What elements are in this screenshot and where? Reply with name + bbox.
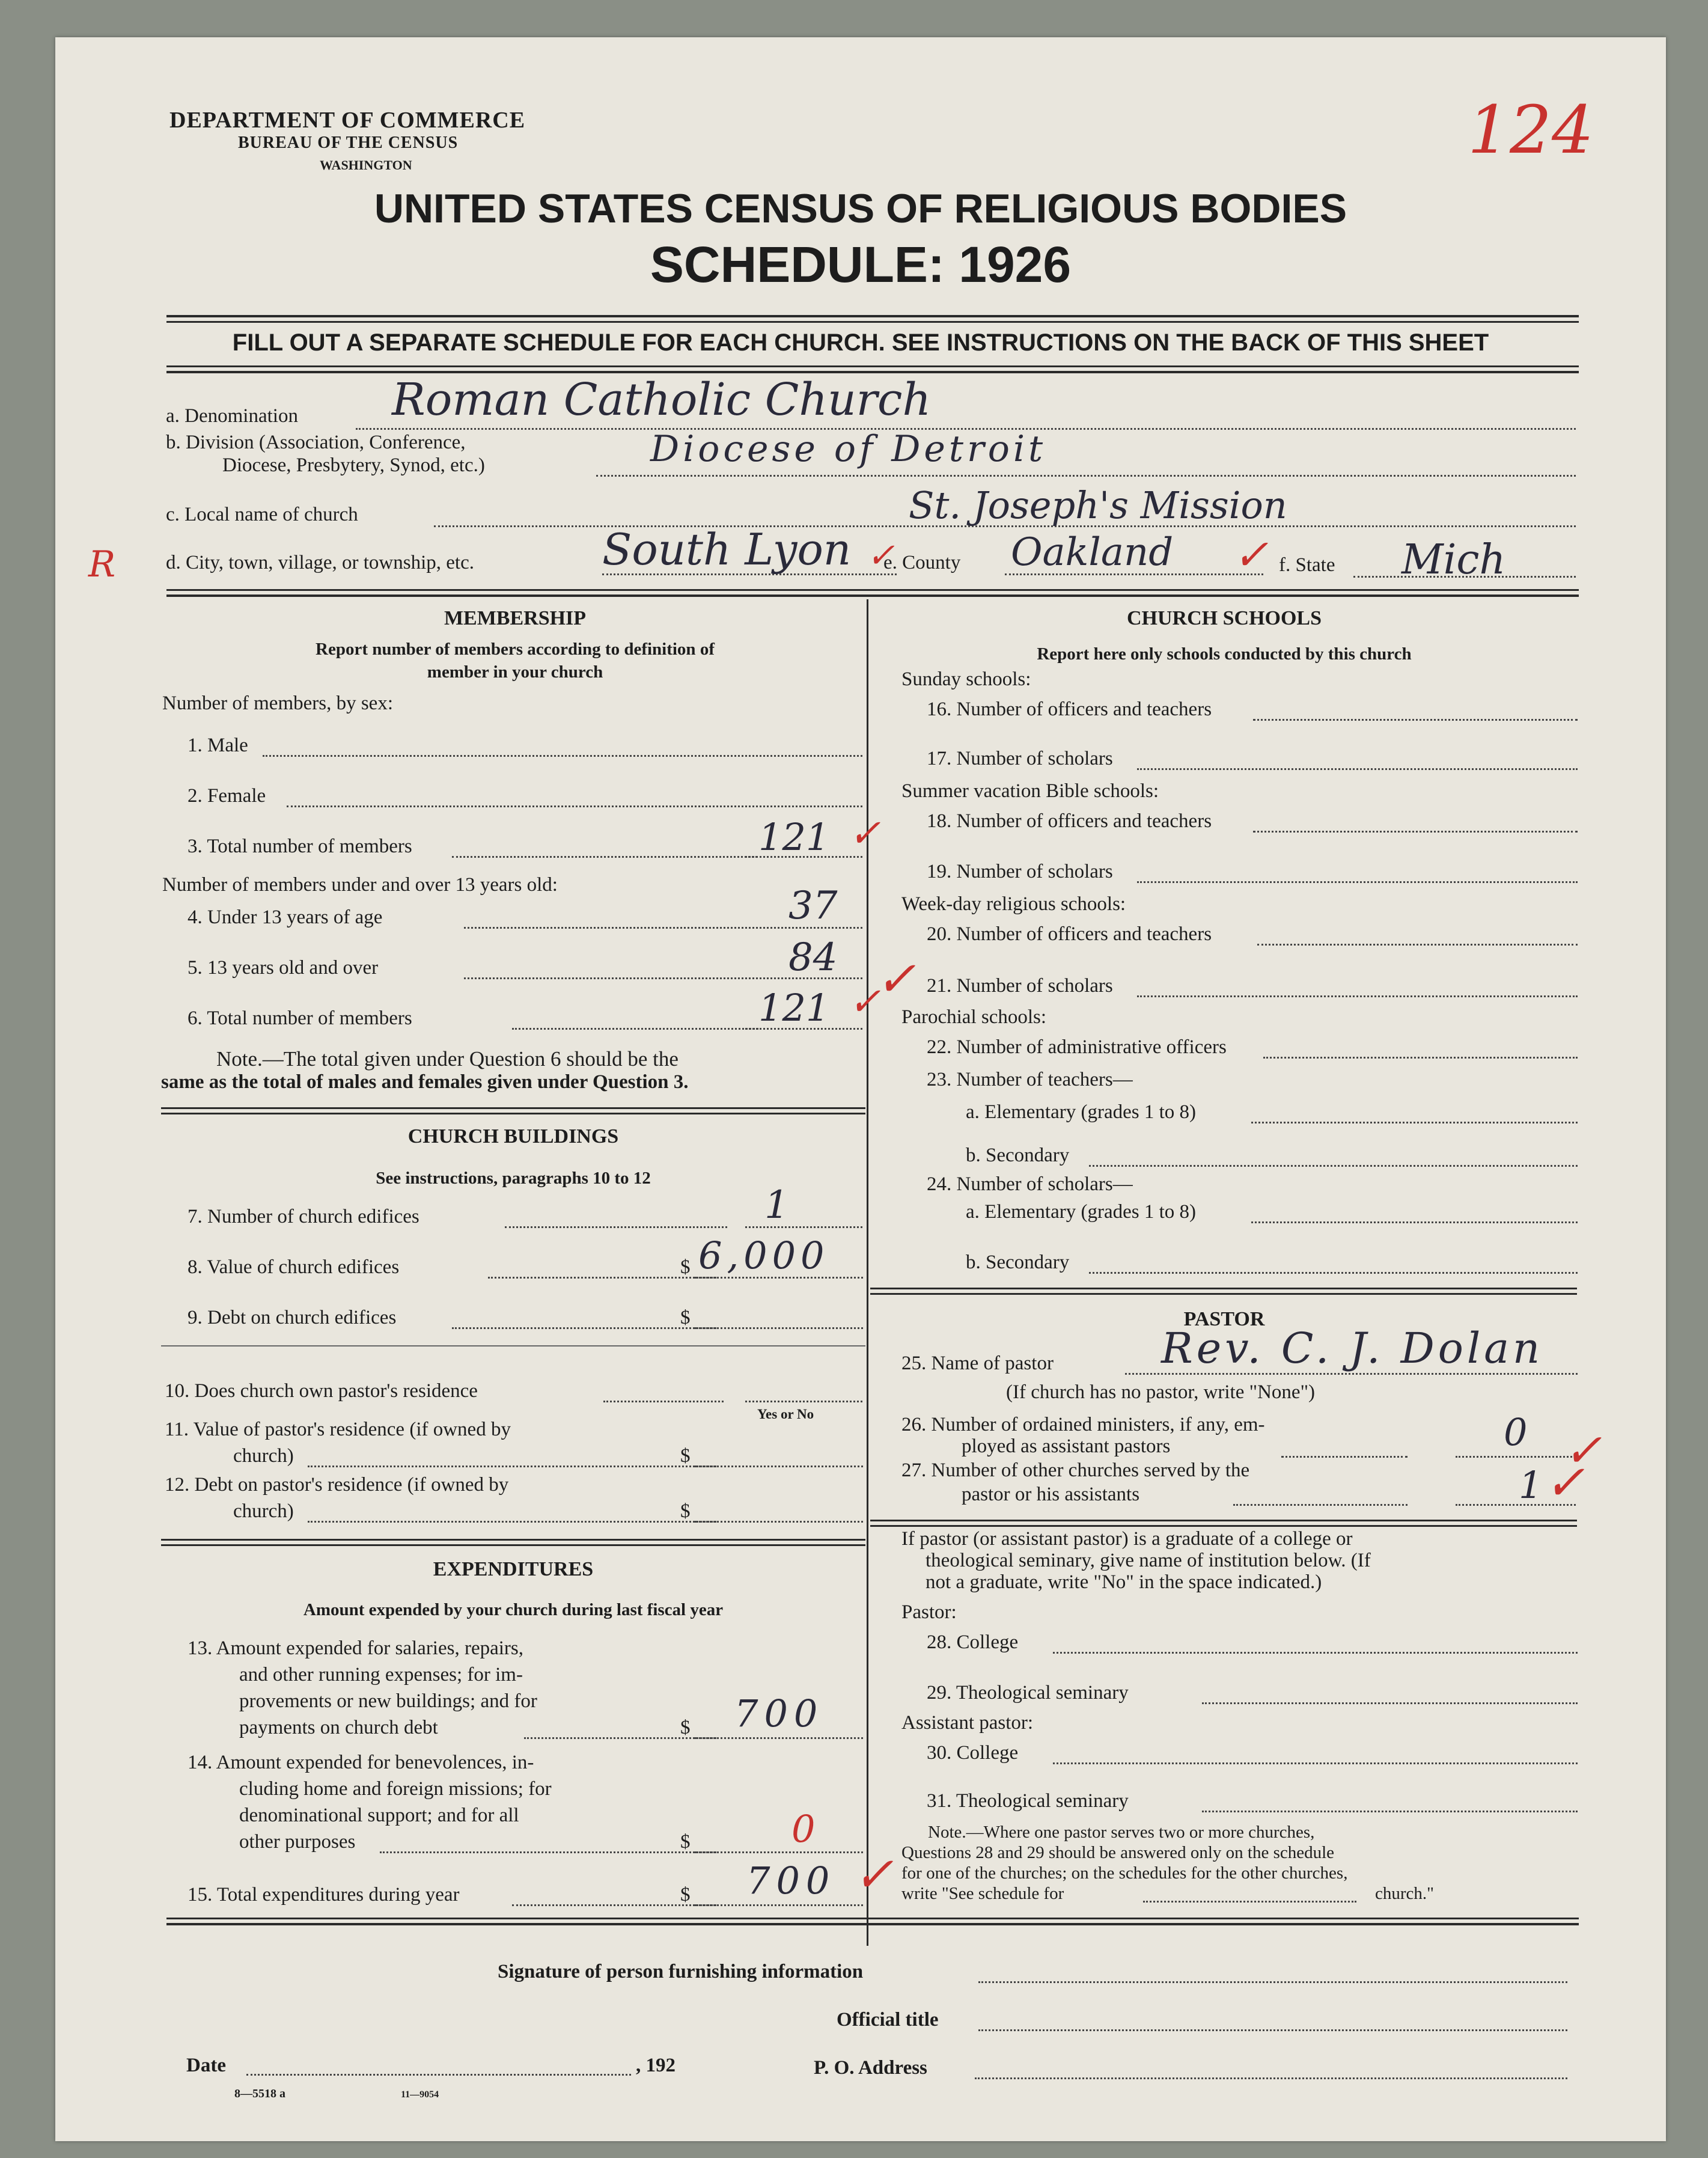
q30-line: [1053, 1762, 1578, 1764]
membership-heading: MEMBERSHIP: [444, 607, 587, 629]
q13-label-cont: provements or new buildings; and for: [239, 1690, 537, 1712]
q30-label: 30. College: [927, 1742, 1019, 1764]
pastor-note-cont: for one of the churches; on the schedules for the other churches,: [901, 1863, 1348, 1883]
q19-label: 19. Number of scholars: [927, 861, 1113, 882]
members-by-sex-label: Number of members, by sex:: [162, 692, 393, 714]
q20-line: [1257, 944, 1578, 946]
official-title-label: Official title: [837, 2009, 939, 2031]
expenditures-instruction: Amount expended by your church during last fiscal year: [303, 1600, 724, 1619]
q15-label: 15. Total expenditures during year: [188, 1884, 460, 1906]
q8-value: 6,000: [698, 1233, 829, 1277]
q17-line: [1137, 768, 1578, 770]
form-code: 8—5518 a: [234, 2087, 285, 2100]
date-label: Date: [186, 2055, 226, 2076]
q21-label: 21. Number of scholars: [927, 975, 1113, 997]
q15-answer-line: [695, 1904, 863, 1906]
q8-label: 8. Value of church edifices: [188, 1256, 400, 1278]
county-value: Oakland: [1011, 530, 1174, 575]
q6-label: 6. Total number of members: [188, 1007, 412, 1029]
schools-heading: CHURCH SCHOOLS: [1127, 607, 1322, 629]
bureau-city: WASHINGTON: [320, 157, 412, 173]
q4-value: 37: [788, 884, 838, 928]
dollar-sign: $: [680, 1831, 691, 1853]
parochial-schools-label: Parochial schools:: [901, 1006, 1047, 1028]
q10-answer-line: [745, 1401, 862, 1402]
rule: [870, 1525, 1577, 1527]
q13-answer-line: [695, 1737, 863, 1739]
q14-label: 14. Amount expended for benevolences, in-: [188, 1752, 534, 1773]
q27-value: 1: [1519, 1463, 1543, 1507]
q24a-line: [1251, 1221, 1578, 1223]
q27-label: 27. Number of other churches served by the: [901, 1460, 1250, 1481]
q23a-label: a. Elementary (grades 1 to 8): [966, 1101, 1197, 1123]
q1-leader: [263, 755, 761, 757]
rule: [166, 589, 1579, 591]
q22-line: [1263, 1057, 1578, 1059]
q2-label: 2. Female: [188, 785, 266, 807]
q5-leader: [464, 977, 761, 979]
division-label-cont: Diocese, Presbytery, Synod, etc.): [222, 454, 485, 476]
q11-label-cont: church): [233, 1445, 294, 1467]
q21-line: [1137, 995, 1578, 997]
pastor-heading: PASTOR: [1183, 1308, 1265, 1330]
q24-label: 24. Number of scholars—: [927, 1173, 1133, 1195]
pastor-note: Note.—Where one pastor serves two or more churches,: [928, 1823, 1315, 1842]
q10-label: 10. Does church own pastor's residence: [165, 1380, 478, 1402]
q28-line: [1053, 1652, 1578, 1654]
official-title-line[interactable]: [978, 2029, 1567, 2031]
rule: [166, 1923, 1579, 1925]
q2-leader: [287, 805, 761, 807]
q4-label: 4. Under 13 years of age: [188, 906, 383, 928]
pastor-note-end: church.": [1375, 1884, 1434, 1903]
q25-instruction: (If church has no pastor, write "None"): [1006, 1381, 1316, 1403]
q6-leader: [512, 1028, 761, 1030]
q9-label: 9. Debt on church edifices: [188, 1307, 397, 1328]
q14-label-cont: other purposes: [239, 1831, 356, 1853]
graduate-instruction-cont: not a graduate, write "No" in the space indicated.): [926, 1571, 1322, 1593]
schools-instruction: Report here only schools conducted by this church: [1037, 644, 1412, 664]
rule: [870, 1288, 1577, 1289]
membership-note: Note.—The total given under Question 6 should be the: [216, 1047, 679, 1071]
see-schedule-line: [1143, 1901, 1356, 1903]
check-mark: ✓: [867, 536, 895, 575]
q7-leader: [505, 1226, 727, 1228]
date-line[interactable]: [246, 2074, 631, 2076]
form-title: UNITED STATES CENSUS OF RELIGIOUS BODIES: [374, 186, 1347, 231]
check-mark: ✓: [849, 980, 881, 1024]
q26-leader: [1281, 1456, 1408, 1458]
column-divider: [867, 599, 868, 1946]
q14-answer-line: [695, 1851, 863, 1853]
q16-label: 16. Number of officers and teachers: [927, 698, 1212, 720]
denomination-label: a. Denomination: [166, 405, 298, 427]
local-name-label: c. Local name of church: [166, 504, 358, 525]
bureau-name: BUREAU OF THE CENSUS: [238, 133, 459, 152]
q26-label: 26. Number of ordained ministers, if any, em-: [901, 1414, 1265, 1435]
check-mark: ✓: [1564, 1423, 1602, 1477]
rule: [161, 1544, 865, 1546]
census-schedule-sheet: [55, 37, 1666, 2141]
expenditures-heading: EXPENDITURES: [433, 1558, 594, 1580]
q29-label: 29. Theological seminary: [927, 1682, 1129, 1704]
q26-value: 0: [1504, 1410, 1528, 1454]
denomination-value: Roman Catholic Church: [392, 374, 932, 426]
county-label: e. County: [883, 552, 961, 573]
q25-line: [1125, 1373, 1578, 1375]
q24b-label: b. Secondary: [966, 1252, 1070, 1273]
po-address-label: P. O. Address: [814, 2057, 927, 2079]
check-mark-r: R: [88, 543, 116, 585]
check-mark: ✓: [1233, 530, 1269, 579]
check-mark: ✓: [876, 951, 917, 1007]
rule: [161, 1107, 865, 1109]
division-label: b. Division (Association, Conference,: [166, 432, 466, 453]
rule: [166, 365, 1579, 367]
q12-answer-line: [695, 1521, 863, 1523]
rule: [161, 1539, 865, 1541]
q3-label: 3. Total number of members: [188, 836, 412, 857]
membership-note-cont: same as the total of males and females given under Question 3.: [161, 1071, 689, 1093]
rule: [166, 595, 1579, 597]
pastor-note-cont: Questions 28 and 29 should be answered only on the schedule: [901, 1843, 1335, 1862]
q19-line: [1137, 881, 1578, 883]
q1-label: 1. Male: [188, 735, 248, 756]
q9-leader: [452, 1327, 716, 1329]
dollar-sign: $: [680, 1717, 691, 1738]
q28-label: 28. College: [927, 1631, 1019, 1653]
check-mark: ✓: [849, 812, 881, 856]
po-address-line[interactable]: [975, 2077, 1567, 2079]
q16-line: [1253, 719, 1578, 721]
q22-label: 22. Number of administrative officers: [927, 1036, 1227, 1058]
q20-label: 20. Number of officers and teachers: [927, 923, 1212, 945]
state-label: f. State: [1279, 554, 1335, 576]
q5-value: 84: [788, 935, 838, 980]
rule: [870, 1293, 1577, 1295]
sunday-schools-label: Sunday schools:: [901, 668, 1031, 690]
q25-value: Rev. C. J. Dolan: [1161, 1324, 1544, 1373]
check-mark: ✓: [1545, 1455, 1585, 1511]
q18-line: [1253, 831, 1578, 833]
division-line: [596, 475, 1576, 477]
q6-value: 121: [758, 986, 830, 1030]
pastor-subheading: Pastor:: [901, 1601, 957, 1623]
q24a-label: a. Elementary (grades 1 to 8): [966, 1201, 1197, 1223]
q31-label: 31. Theological seminary: [927, 1790, 1129, 1812]
q17-label: 17. Number of scholars: [927, 748, 1113, 769]
q25-label: 25. Name of pastor: [901, 1353, 1054, 1374]
membership-instruction: Report number of members according to definition of: [316, 640, 715, 659]
q14-value: 0: [791, 1807, 816, 1851]
q13-value: 700: [734, 1692, 824, 1735]
q2-answer-line: [745, 805, 862, 807]
q9-answer-line: [695, 1327, 863, 1329]
q11-label: 11. Value of pastor's residence (if owned by: [165, 1419, 511, 1440]
q4-leader: [464, 927, 761, 929]
q14-label-cont: denominational support; and for all: [239, 1805, 519, 1826]
dollar-sign: $: [680, 1307, 691, 1328]
q13-label-cont: and other running expenses; for im-: [239, 1664, 523, 1686]
dollar-sign: $: [680, 1256, 691, 1278]
schedule-year: SCHEDULE: 1926: [650, 236, 1072, 293]
q7-answer-line: [745, 1226, 862, 1228]
q12-label-cont: church): [233, 1500, 294, 1522]
q27-leader: [1233, 1504, 1408, 1506]
q29-line: [1202, 1702, 1578, 1704]
dollar-sign: $: [680, 1445, 691, 1467]
members-by-age-label: Number of members under and over 13 years old:: [162, 874, 558, 896]
rule: [161, 1113, 865, 1114]
q5-label: 5. 13 years old and over: [188, 957, 379, 979]
q31-line: [1202, 1811, 1578, 1812]
check-mark: ✓: [853, 1847, 894, 1903]
assistant-pastor-subheading: Assistant pastor:: [901, 1712, 1034, 1734]
pastor-note-cont: write "See schedule for: [901, 1884, 1064, 1903]
summer-schools-label: Summer vacation Bible schools:: [901, 780, 1159, 802]
date-year: , 192: [636, 2055, 676, 2076]
q23b-line: [1089, 1165, 1578, 1167]
rule: [166, 321, 1579, 323]
graduate-instruction-cont: theological seminary, give name of institution below. (If: [926, 1550, 1371, 1571]
membership-instruction-cont: member in your church: [427, 662, 603, 682]
q26-label-cont: ployed as assistant pastors: [962, 1435, 1171, 1457]
q27-label-cont: pastor or his assistants: [962, 1484, 1140, 1505]
q13-label-cont: payments on church debt: [239, 1717, 438, 1738]
form-instruction: FILL OUT A SEPARATE SCHEDULE FOR EACH CHURCH. SEE INSTRUCTIONS ON THE BACK OF THIS SHEET: [232, 329, 1489, 356]
q3-value: 121: [758, 815, 830, 859]
rule: [166, 1918, 1579, 1919]
q11-leader: [308, 1466, 716, 1467]
q12-label: 12. Debt on pastor's residence (if owned by: [165, 1474, 509, 1496]
page-number-handwritten: 124: [1468, 91, 1594, 168]
state-value: Mich: [1401, 536, 1506, 584]
buildings-heading: CHURCH BUILDINGS: [407, 1125, 619, 1148]
q10-leader: [603, 1401, 724, 1402]
q1-answer-line: [745, 755, 862, 757]
q3-leader: [452, 856, 761, 858]
q18-label: 18. Number of officers and teachers: [927, 810, 1212, 832]
rule: [161, 1345, 865, 1346]
q7-value: 1: [764, 1183, 789, 1227]
q15-value: 700: [746, 1859, 836, 1903]
q14-leader: [380, 1851, 716, 1853]
q23a-line: [1251, 1122, 1578, 1123]
rule: [870, 1520, 1577, 1521]
graduate-instruction: If pastor (or assistant pastor) is a graduate of a college or: [901, 1528, 1353, 1550]
q23-label: 23. Number of teachers—: [927, 1069, 1133, 1090]
rule: [166, 371, 1579, 373]
city-label: d. City, town, village, or township, etc.: [166, 552, 474, 573]
division-value: Diocese of Detroit: [650, 428, 1047, 470]
dollar-sign: $: [680, 1500, 691, 1522]
q11-answer-line: [695, 1466, 863, 1467]
signature-label: Signature of person furnishing information: [498, 1961, 864, 1982]
q24b-line: [1089, 1272, 1578, 1274]
department-name: DEPARTMENT OF COMMERCE: [169, 108, 526, 133]
q7-label: 7. Number of church edifices: [188, 1206, 419, 1227]
q12-leader: [308, 1521, 716, 1523]
yes-no-hint: Yes or No: [757, 1407, 814, 1422]
city-value: South Lyon: [602, 524, 852, 575]
q23b-label: b. Secondary: [966, 1145, 1070, 1166]
q14-label-cont: cluding home and foreign missions; for: [239, 1778, 552, 1800]
signature-line[interactable]: [978, 1981, 1567, 1983]
rule: [166, 315, 1579, 317]
print-code: 11—9054: [401, 2089, 439, 2100]
weekday-schools-label: Week-day religious schools:: [901, 893, 1126, 915]
dollar-sign: $: [680, 1884, 691, 1906]
local-name-value: St. Joseph's Mission: [909, 483, 1287, 527]
buildings-instruction: See instructions, paragraphs 10 to 12: [376, 1169, 651, 1188]
q13-label: 13. Amount expended for salaries, repairs,: [188, 1637, 524, 1659]
